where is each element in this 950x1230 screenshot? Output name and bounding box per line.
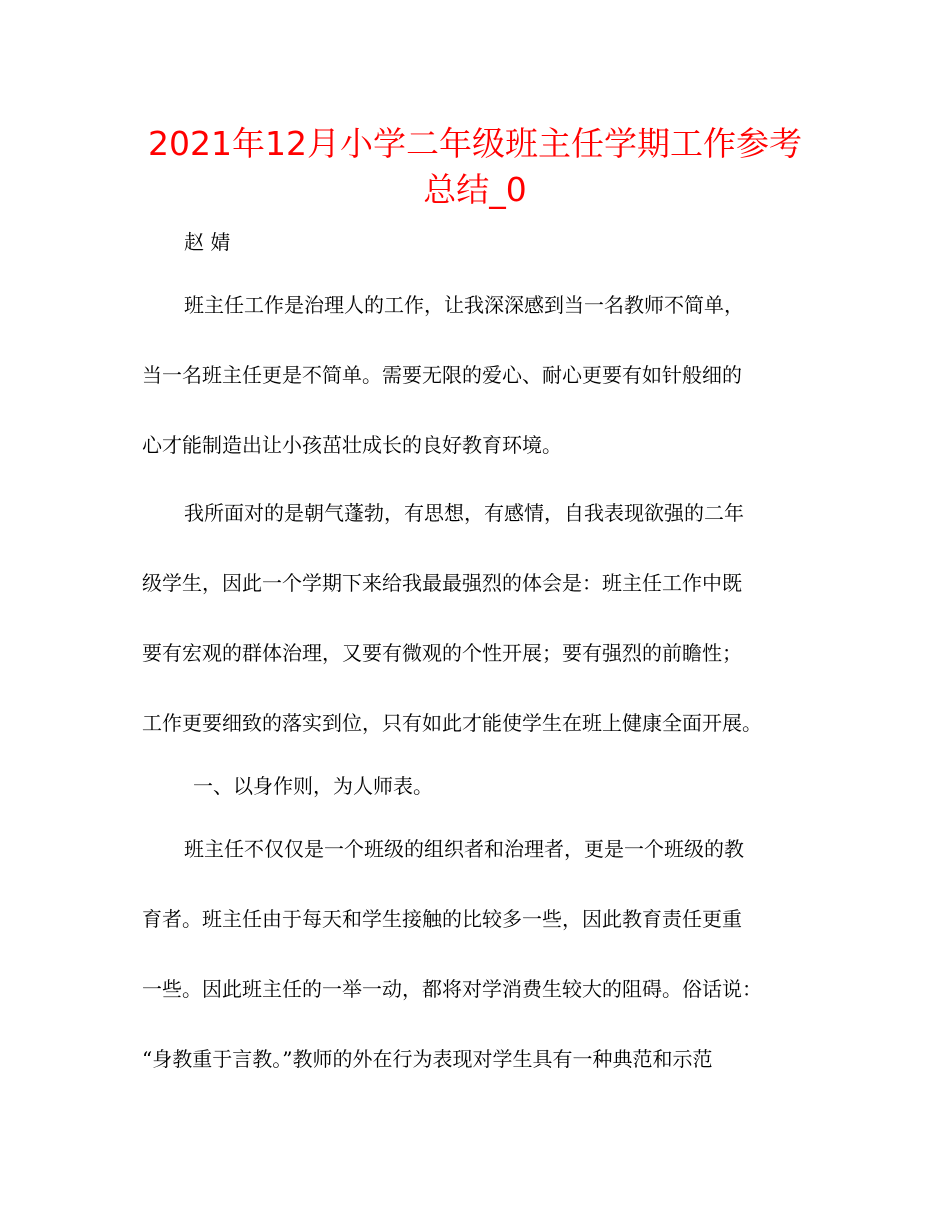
paragraph-line: 我所面对的是朝气蓬勃，有思想，有感情，自我表现欲强的二年: [184, 501, 744, 525]
document-title-line-1: 2021年12月小学二年级班主任学期工作参考: [148, 124, 802, 163]
paragraph-line: 育者。班主任由于每天和学生接触的比较多一些，因此教育责任更重: [142, 907, 742, 931]
paragraph-line: 班主任工作是治理人的工作，让我深深感到当一名教师不简单，: [184, 293, 744, 317]
paragraph-line: 当一名班主任更是不简单。需要无限的爱心、耐心更要有如针般细的: [142, 363, 742, 387]
paragraph-line: 级学生，因此一个学期下来给我最最强烈的体会是：班主任工作中既: [142, 571, 742, 595]
paragraph-line: 工作更要细致的落实到位，只有如此才能使学生在班上健康全面开展。: [142, 711, 762, 735]
paragraph-line: 一些。因此班主任的一举一动，都将对学消费生较大的阻碍。俗话说：: [142, 977, 762, 1001]
paragraph-line: 班主任不仅仅是一个班级的组织者和治理者，更是一个班级的教: [184, 837, 744, 861]
paragraph-line: 要有宏观的群体治理，又要有微观的个性开展；要有强烈的前瞻性；: [142, 641, 742, 665]
section-heading: 一、以身作则，为人师表。: [193, 774, 433, 798]
paragraph-line: 心才能制造出让小孩茁壮成长的良好教育环境。: [142, 433, 562, 457]
author-name: 赵 婧: [184, 230, 231, 254]
paragraph-line: “身教重于言教。”教师的外在行为表现对学生具有一种典范和示范: [142, 1047, 713, 1071]
document-title-line-2: 总结_0: [423, 170, 527, 209]
